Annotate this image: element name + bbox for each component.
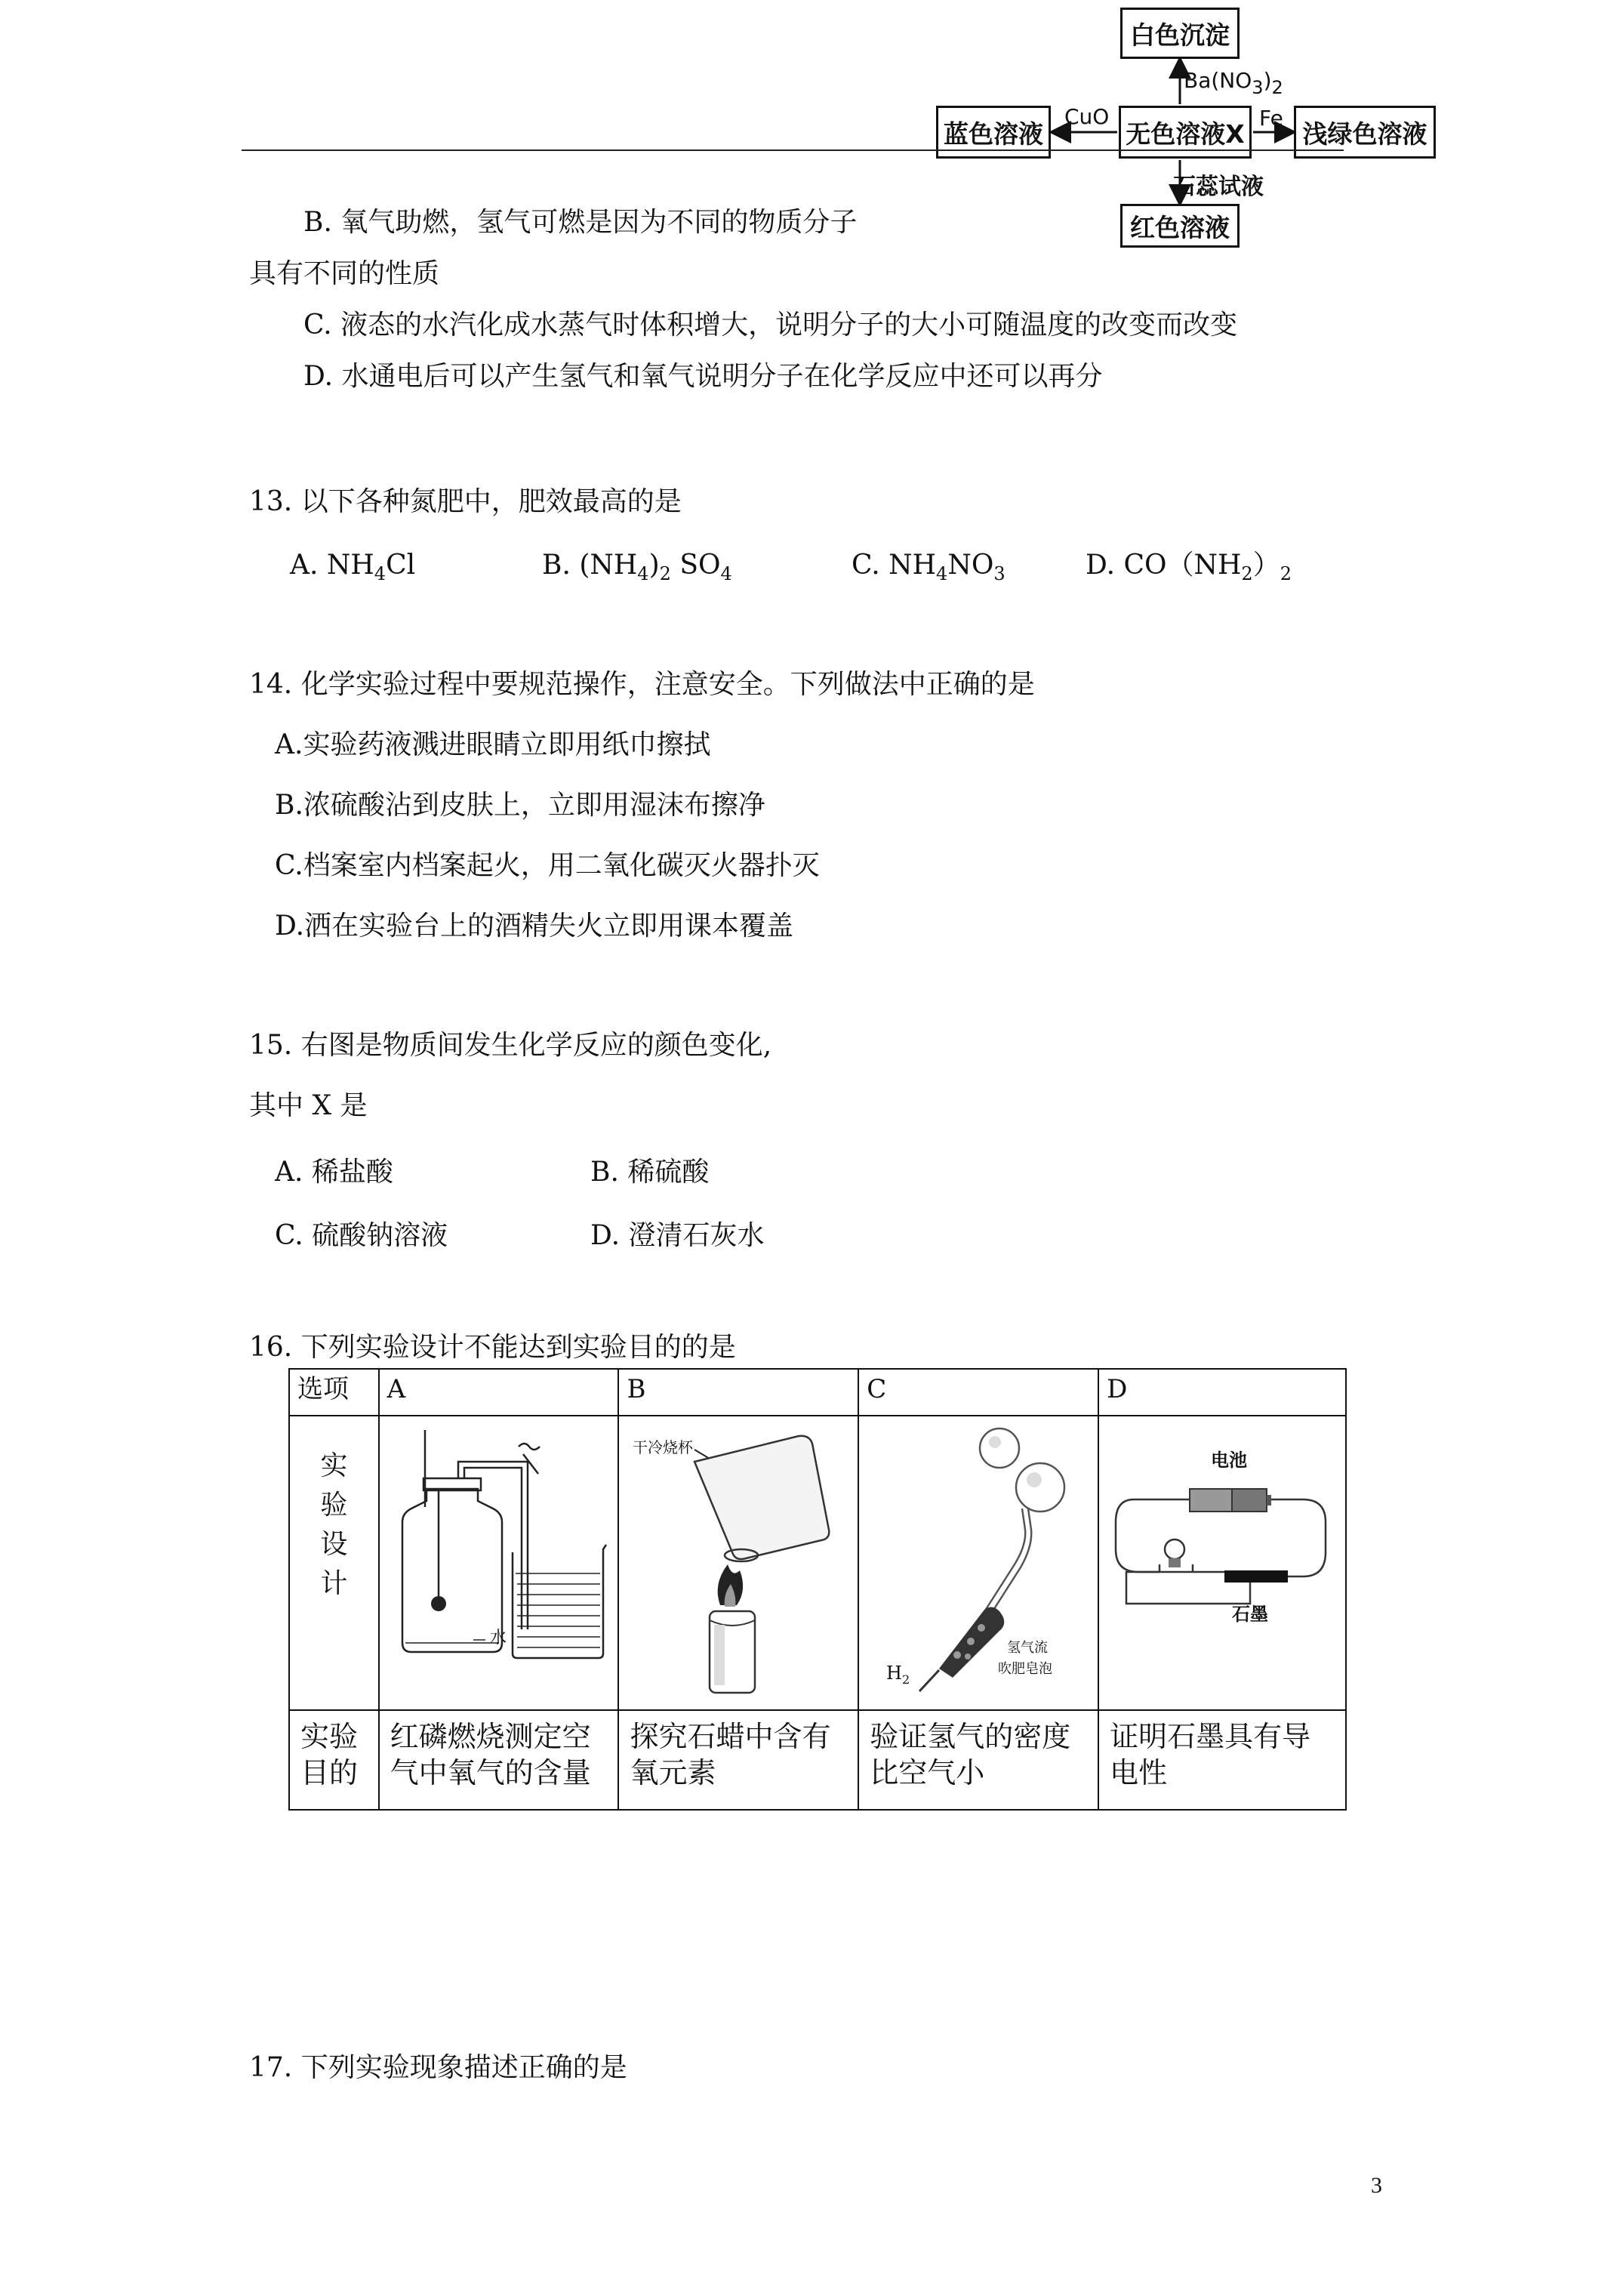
a-water-label: 水 (489, 1629, 507, 1647)
header-a: A (379, 1369, 619, 1416)
q12-option-b-line1: B. 氧气助燃，氢气可燃是因为不同的物质分子 (303, 207, 858, 238)
b-beaker-label: 干冷烧杯 (633, 1438, 694, 1456)
label-litmus: 石蕊试液 (1173, 174, 1264, 200)
q12-option-c: C. 液态的水汽化成水蒸气时体积增大，说明分子的大小可随温度的改变而改变 (303, 310, 1238, 341)
experiment-table (288, 1368, 1347, 1811)
purpose-label-line1: 实验 (300, 1720, 359, 1753)
purpose-c: 验证氢气的密度比空气小 (858, 1710, 1098, 1810)
q16-stem: 16. 下列实验设计不能达到实验目的的是 (249, 1332, 736, 1363)
purpose-label-line2: 目的 (300, 1756, 359, 1789)
box-green-solution-label: 浅绿色溶液 (1302, 119, 1427, 149)
candle-beaker-diagram (619, 1416, 855, 1706)
hydrogen-bubble-diagram (859, 1416, 1095, 1706)
c-caption-line1: 氢气流 (1007, 1640, 1049, 1656)
q17-stem: 17. 下列实验现象描述正确的是 (249, 2052, 627, 2083)
q12-option-d: D. 水通电后可以产生氢气和氧气说明分子在化学反应中还可以再分 (303, 361, 1103, 392)
header-d: D (1098, 1369, 1346, 1416)
purpose-b: 探究石蜡中含有氧元素 (618, 1710, 858, 1810)
q14-option-d: D.洒在实验台上的酒精失火立即用课本覆盖 (275, 911, 794, 942)
q13-option-b: B. $(NH_4)_2$ $SO_4$ (542, 550, 732, 584)
q14-option-c: C.档案室内档案起火，用二氧化碳灭火器扑灭 (275, 850, 820, 881)
c-caption-line2: 吹肥皂泡 (998, 1661, 1053, 1677)
diagram-a-cell (379, 1416, 619, 1710)
header-rule (242, 149, 1344, 151)
box-red-solution (1120, 204, 1240, 248)
q13-option-a: A. $NH_4Cl$ (290, 550, 416, 584)
box-colorless-x-label: 无色溶液X (1126, 119, 1245, 149)
q13-option-d: D. $CO(NH_2)_2$ (1086, 550, 1292, 584)
q14-option-b: B.浓硫酸沾到皮肤上，立即用湿沫布擦净 (275, 790, 765, 821)
design-label: 实验设计 (320, 1450, 348, 1599)
purpose-d: 证明石墨具有导电性 (1098, 1710, 1346, 1810)
q15-stem-line2: 其中 X 是 (249, 1090, 368, 1121)
q14-stem: 14. 化学实验过程中要规范操作，注意安全。下列做法中正确的是 (249, 669, 1035, 700)
header-b: B (618, 1369, 858, 1416)
q15-option-a: A. 稀盐酸 (275, 1157, 393, 1188)
purpose-label-cell (289, 1710, 379, 1810)
label-barium-nitrate: Ba(NO3)2 (1184, 68, 1283, 98)
q15-stem-line1: 15. 右图是物质间发生化学反应的颜色变化, (249, 1030, 772, 1061)
q15-option-d: D. 澄清石灰水 (590, 1220, 765, 1251)
d-battery-label: 电池 (1211, 1450, 1248, 1471)
diagram-c-cell (858, 1416, 1098, 1710)
q15-option-c: C. 硫酸钠溶液 (275, 1220, 448, 1251)
table-design-row (289, 1416, 1346, 1710)
diagram-d-cell (1098, 1416, 1346, 1710)
box-white-precipitate (1120, 8, 1240, 59)
purpose-a: 红磷燃烧测定空气中氧气的含量 (379, 1710, 619, 1810)
diagram-b-cell (618, 1416, 858, 1710)
q14-option-a: A.实验药液溅进眼睛立即用纸巾擦拭 (275, 729, 711, 760)
design-label-cell (289, 1416, 379, 1710)
box-white-precipitate-label: 白色沉淀 (1130, 20, 1230, 50)
q12-option-b-line2: 具有不同的性质 (249, 258, 440, 289)
c-h2-label: $H_2$ (886, 1663, 910, 1687)
label-fe: Fe (1259, 106, 1283, 131)
box-red-solution-label: 红色溶液 (1130, 212, 1230, 242)
q15-option-b: B. 稀硫酸 (590, 1157, 710, 1188)
table-header-row (289, 1369, 1346, 1416)
label-cuo: CuO (1064, 104, 1110, 129)
graphite-circuit-diagram (1099, 1416, 1342, 1706)
page-number: 3 (1371, 2173, 1382, 2198)
header-c: C (858, 1369, 1098, 1416)
header-option-label: 选项 (289, 1369, 379, 1416)
q13-option-c: C. $NH_4NO_3$ (852, 550, 1006, 584)
phosphorus-apparatus-diagram (380, 1416, 615, 1706)
table-purpose-row (289, 1710, 1346, 1810)
d-graphite-label: 石墨 (1232, 1604, 1269, 1625)
box-blue-solution-label: 蓝色溶液 (944, 119, 1043, 149)
q13-stem: 13. 以下各种氮肥中，肥效最高的是 (249, 486, 682, 517)
